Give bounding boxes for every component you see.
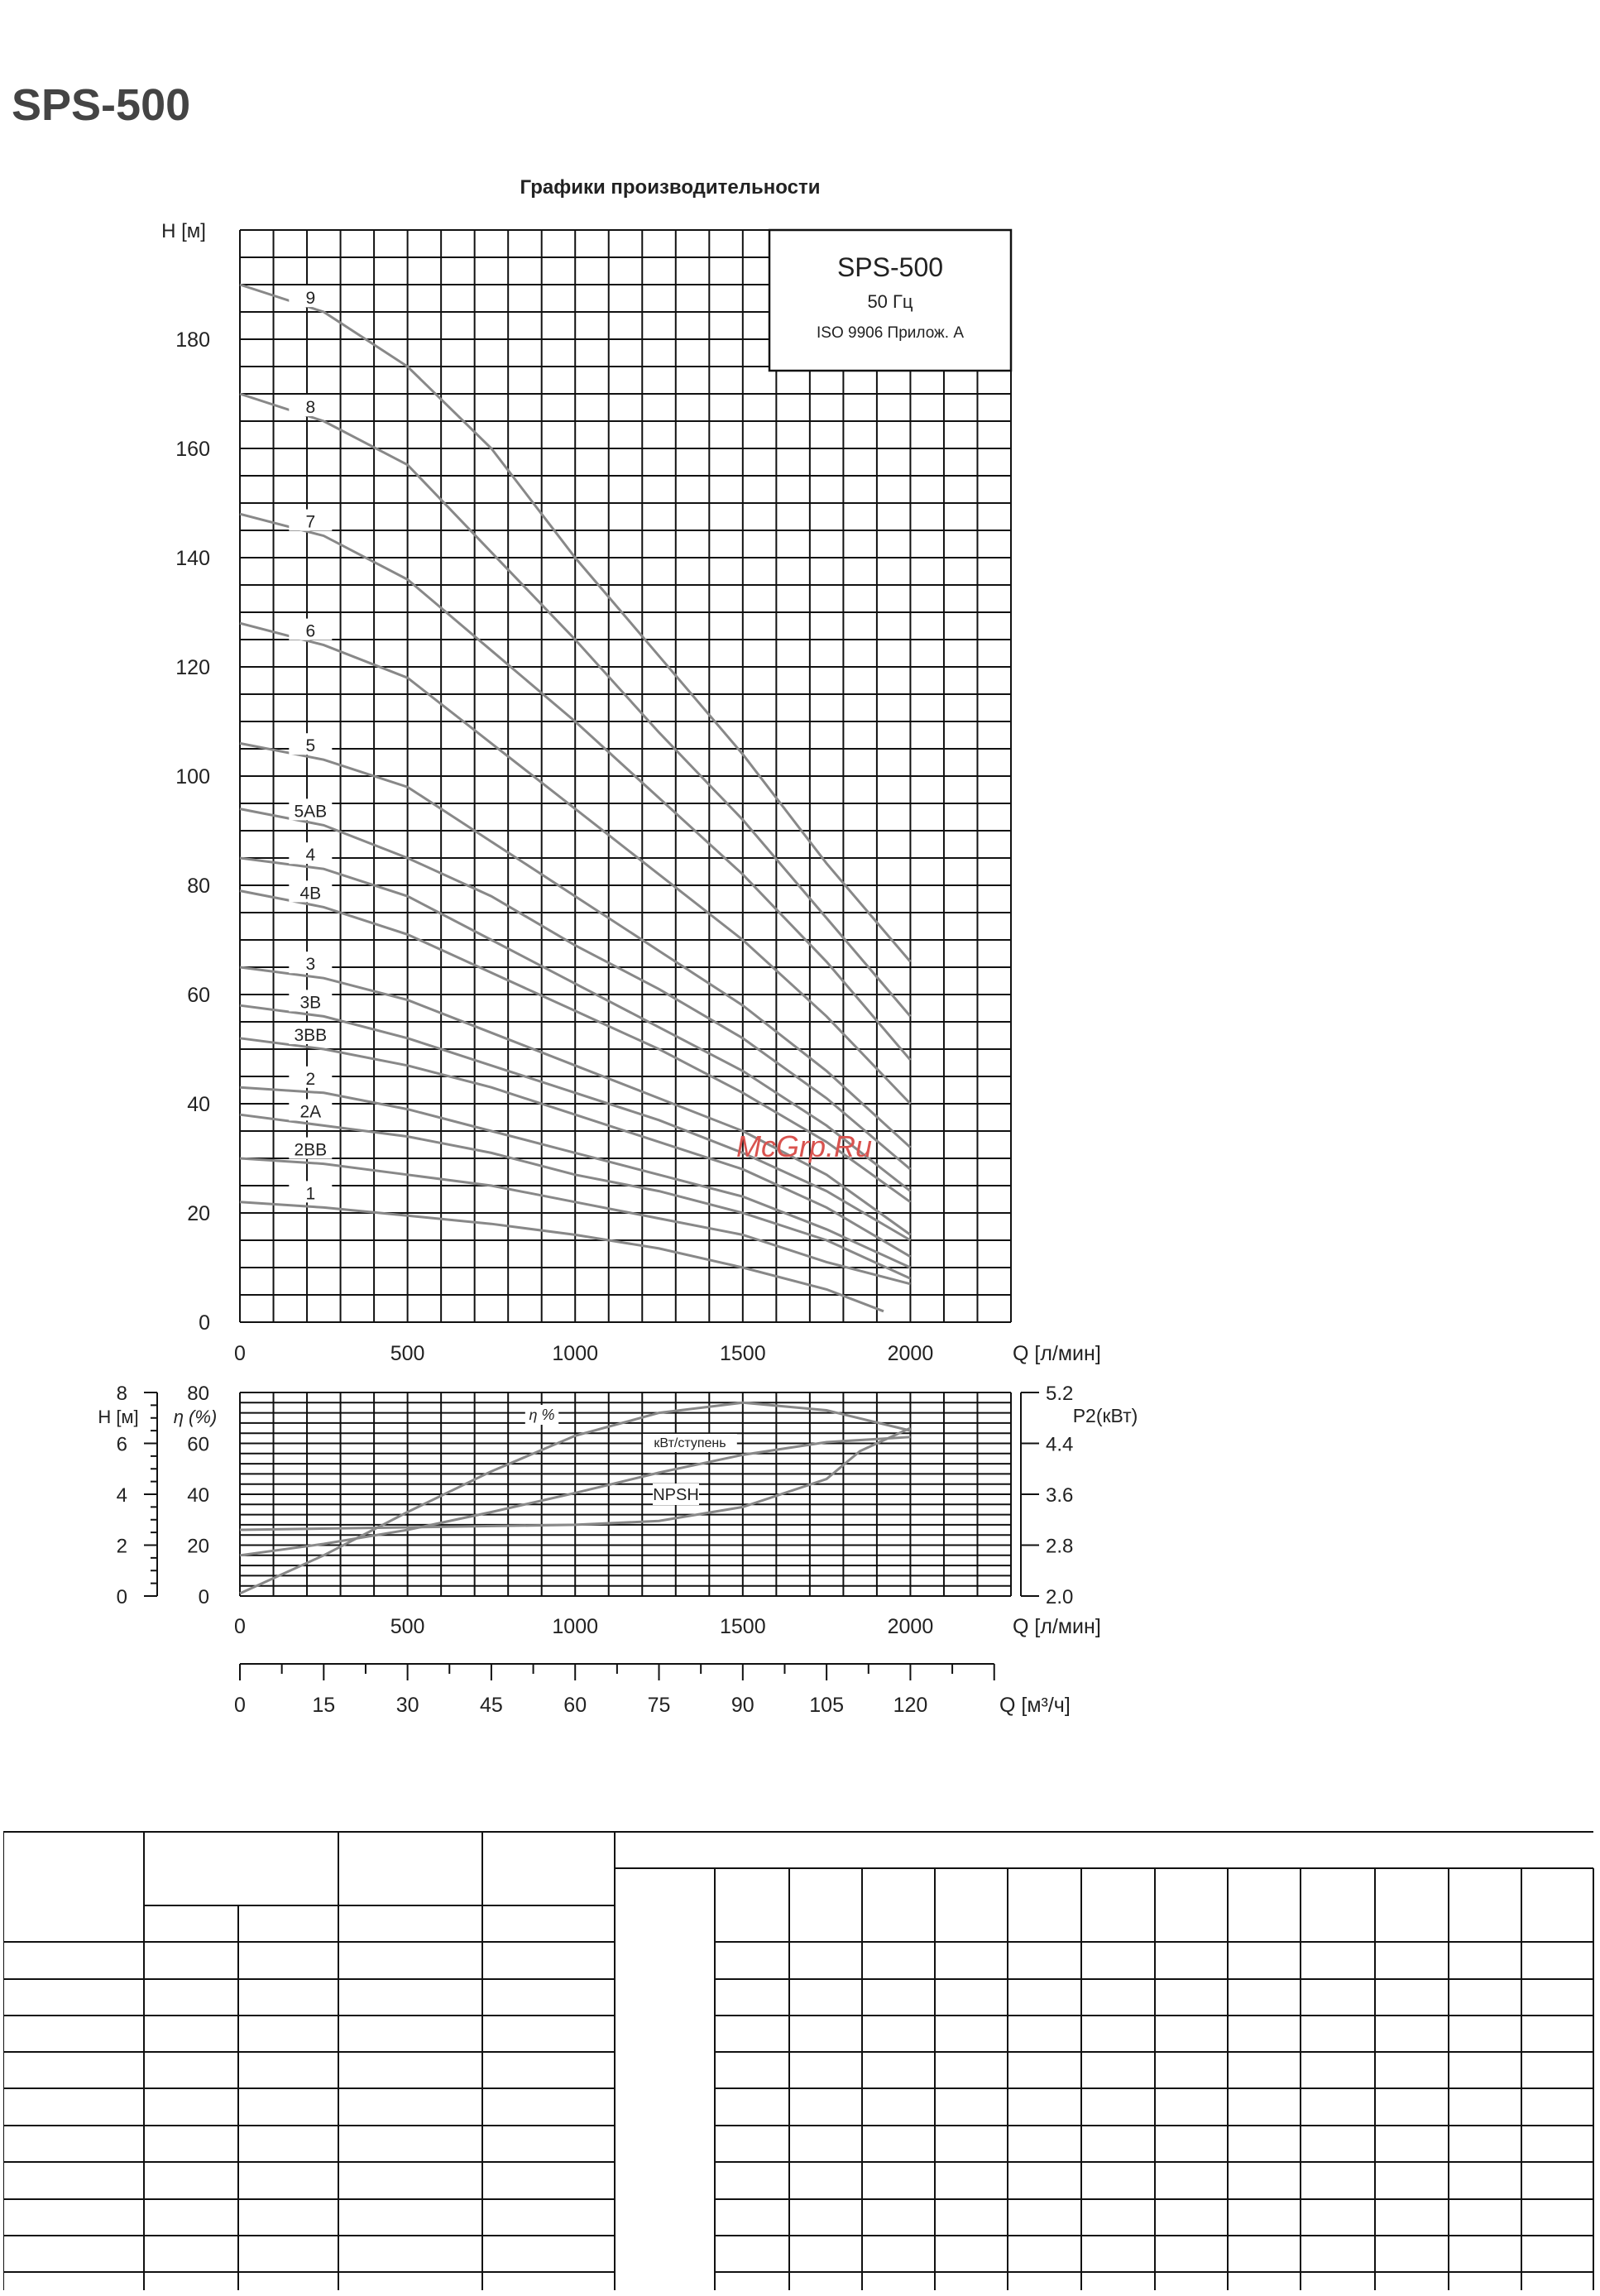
y-tick-label: 20 — [187, 1202, 210, 1225]
curve-label: 6 — [305, 621, 316, 641]
y-tick-label: 60 — [187, 984, 210, 1007]
sub-curve-label: η % — [529, 1407, 555, 1423]
eta-axis-label: η (%) — [173, 1407, 218, 1427]
curve-label: 5AB — [294, 802, 328, 822]
curve-label: 3B — [299, 993, 322, 1013]
x-tick-label: 2000 — [887, 1615, 934, 1638]
eta-tick-label: 0 — [198, 1586, 209, 1608]
eta-tick-label: 20 — [187, 1535, 209, 1558]
npsh-tick-label: 6 — [116, 1433, 127, 1456]
curve-label: 7 — [305, 512, 316, 532]
npsh-tick-label: 8 — [116, 1383, 127, 1405]
curve-label: 3BB — [294, 1026, 328, 1045]
flow2-tick-label: 90 — [731, 1694, 754, 1717]
flow2-tick-label: 120 — [893, 1694, 928, 1717]
sub-curve-label: NPSH — [653, 1486, 699, 1504]
flow2-tick-label: 105 — [809, 1694, 844, 1717]
power-tick-label: 3.6 — [1046, 1484, 1074, 1507]
power-tick-label: 2.8 — [1046, 1535, 1074, 1558]
page-title: SPS-500 — [12, 80, 191, 130]
sub-curve-label: кВт/ступень — [654, 1436, 726, 1450]
x-tick-label: 500 — [390, 1342, 425, 1365]
flow2-tick-label: 15 — [312, 1694, 336, 1717]
watermark: McGrp.Ru — [735, 1129, 873, 1163]
x-tick-label: 2000 — [887, 1342, 934, 1365]
x-tick-label: 0 — [234, 1615, 246, 1638]
x-tick-label: 0 — [234, 1342, 246, 1365]
curve-label: 4 — [305, 846, 316, 865]
sub-chart-axes — [98, 1383, 1138, 1638]
npsh-tick-label: 4 — [116, 1484, 127, 1507]
curve-label: 3 — [305, 955, 316, 975]
curve-label: 4B — [299, 884, 322, 904]
x-axis-label: Q [л/мин] — [1013, 1342, 1101, 1365]
power-tick-label: 4.4 — [1046, 1433, 1074, 1456]
power-tick-label: 2.0 — [1046, 1586, 1074, 1608]
x-tick-label: 500 — [390, 1615, 425, 1638]
curve-label: 2 — [305, 1069, 316, 1089]
specification-table — [3, 1830, 1597, 2294]
curve-label: 5 — [305, 736, 316, 756]
legend-box — [769, 230, 1011, 371]
y-tick-label: 180 — [175, 328, 210, 352]
flow2-tick-label: 75 — [647, 1694, 671, 1717]
y-tick-label: 80 — [187, 875, 210, 898]
curve-label: 2A — [299, 1102, 322, 1122]
y-tick-label: 40 — [187, 1093, 210, 1116]
x-tick-label: 1500 — [720, 1615, 766, 1638]
legend-frequency: 50 Гц — [867, 291, 913, 312]
eta-tick-label: 40 — [187, 1484, 209, 1507]
chart-title: Графики производительности — [520, 176, 821, 199]
power-tick-label: 5.2 — [1046, 1383, 1074, 1405]
y-tick-label: 120 — [175, 656, 210, 679]
npsh-tick-label: 0 — [116, 1586, 127, 1608]
curve-label: 2BB — [294, 1140, 328, 1160]
x-axis-label: Q [л/мин] — [1013, 1615, 1101, 1638]
curve-label: 1 — [305, 1184, 316, 1204]
y-tick-label: 100 — [175, 765, 210, 789]
curve-label: 8 — [305, 398, 316, 417]
y-axis-label: H [м] — [161, 220, 206, 242]
y-tick-label: 140 — [175, 547, 210, 570]
y-tick-label: 0 — [199, 1311, 210, 1335]
flow2-tick-label: 60 — [563, 1694, 587, 1717]
curve-label: 9 — [305, 289, 316, 308]
flow2-axis-label: Q [м³/ч] — [999, 1694, 1071, 1717]
x-tick-label: 1500 — [720, 1342, 766, 1365]
eta-tick-label: 60 — [187, 1433, 209, 1456]
npsh-tick-label: 2 — [116, 1535, 127, 1558]
flow2-tick-label: 30 — [395, 1694, 419, 1717]
flow-m3h-axis — [234, 1664, 1071, 1717]
y-tick-label: 160 — [175, 438, 210, 461]
power-axis-label: P2(кВт) — [1072, 1405, 1138, 1426]
flow2-tick-label: 0 — [234, 1694, 246, 1717]
legend-standard: ISO 9906 Прилож. А — [817, 324, 964, 342]
main-chart-grid — [240, 230, 1011, 1322]
x-tick-label: 1000 — [552, 1342, 599, 1365]
x-tick-label: 1000 — [552, 1615, 599, 1638]
flow2-tick-label: 45 — [480, 1694, 503, 1717]
eta-tick-label: 80 — [187, 1383, 209, 1405]
legend-model: SPS-500 — [836, 252, 944, 282]
npsh-axis-label: H [м] — [98, 1407, 139, 1427]
